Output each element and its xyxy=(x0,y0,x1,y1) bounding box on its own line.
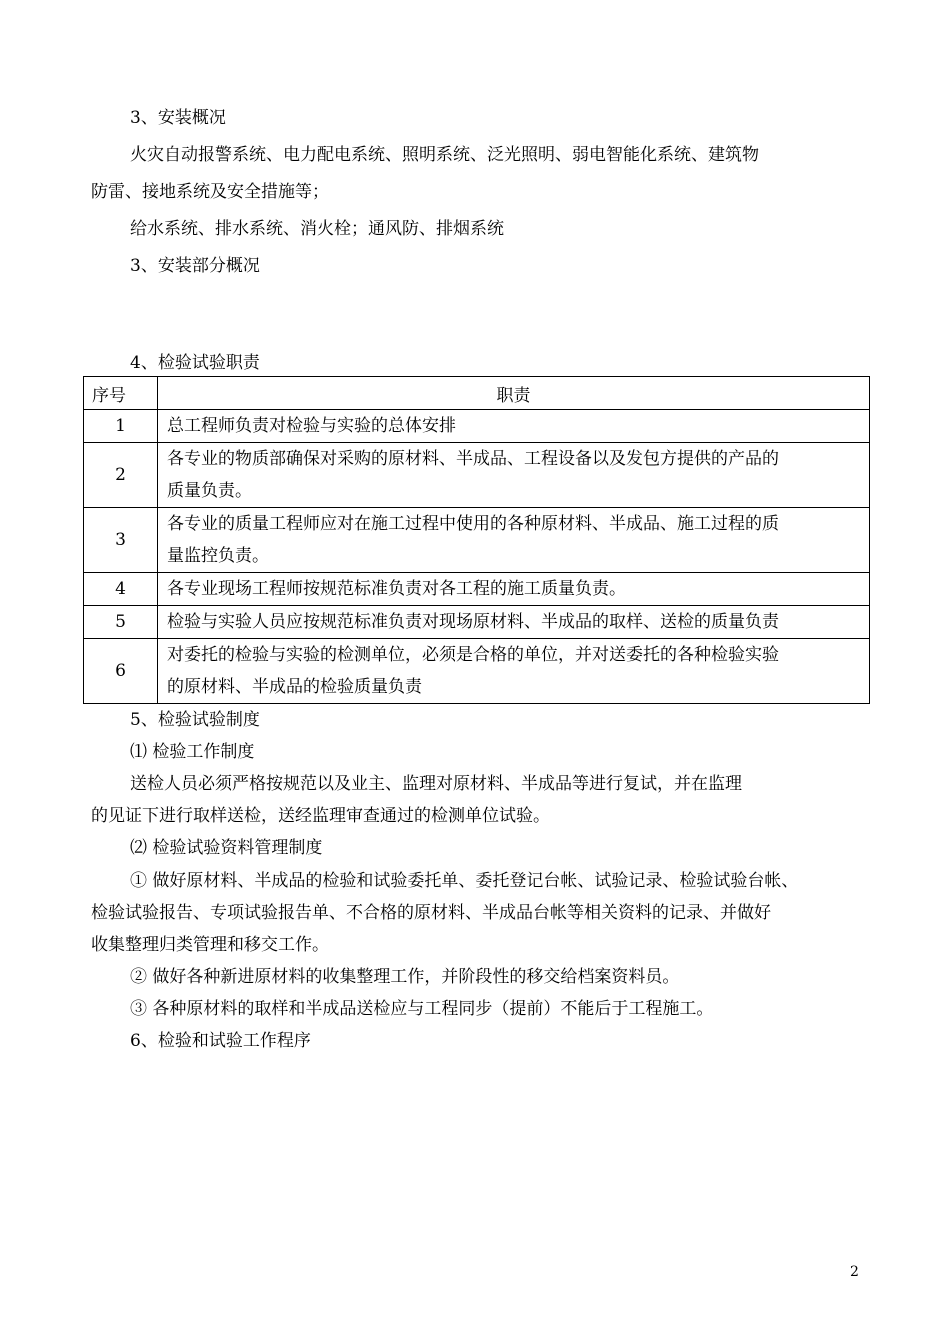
row-duty xyxy=(158,410,870,443)
sub1-para-line1: 送检人员必须严格按规范以及业主、监理对原材料、半成品等进行复试，并在监理 xyxy=(130,774,742,794)
table-row xyxy=(84,573,870,606)
row-duty-line: 各专业的物质部确保对采购的原材料、半成品、工程设备以及发包方提供的产品的 xyxy=(167,449,779,469)
sub1-para-line2: 的见证下进行取样送检，送经监理审查通过的检测单位试验。 xyxy=(91,806,550,826)
row-number: 3 xyxy=(84,508,158,573)
row-duty-line: 各专业现场工程师按规范标准负责对各工程的施工质量负责。 xyxy=(167,579,626,599)
item1-line3: 收集整理归类管理和移交工作。 xyxy=(91,935,329,955)
header-no: 序号 xyxy=(84,377,158,410)
item2: ② 做好各种新进原材料的收集整理工作，并阶段性的移交给档案资料员。 xyxy=(130,967,680,987)
sub1-heading: ⑴ 检验工作制度 xyxy=(130,742,255,762)
section3-para2: 给水系统、排水系统、消火栓；通风防、排烟系统 xyxy=(130,219,504,239)
row-duty-line: 检验与实验人员应按规范标准负责对现场原材料、半成品的取样、送检的质量负责 xyxy=(167,612,779,632)
table-row xyxy=(84,606,870,639)
section6-heading: 6、检验和试验工作程序 xyxy=(130,1031,311,1051)
section3-heading: 3、安装概况 xyxy=(130,108,226,128)
section5-heading: 5、检验试验制度 xyxy=(130,710,260,730)
table-row xyxy=(84,639,870,704)
item1-line2: 检验试验报告、专项试验报告单、不合格的原材料、半成品台帐等相关资料的记录、并做好 xyxy=(91,903,771,923)
row-duty xyxy=(158,606,870,639)
sub2-heading: ⑵ 检验试验资料管理制度 xyxy=(130,838,323,858)
table-row xyxy=(84,410,870,443)
header-duty: 职责 xyxy=(158,377,870,410)
item1-line1: ① 做好原材料、半成品的检验和试验委托单、委托登记台帐、试验记录、检验试验台帐、 xyxy=(130,871,799,891)
row-number: 6 xyxy=(84,639,158,704)
section3-para1-line2: 防雷、接地系统及安全措施等； xyxy=(91,182,329,202)
row-number: 1 xyxy=(84,410,158,443)
duty-table xyxy=(83,376,870,704)
section3-para1-line1: 火灾自动报警系统、电力配电系统、照明系统、泛光照明、弱电智能化系统、建筑物 xyxy=(130,145,759,165)
table-row xyxy=(84,443,870,508)
table-row xyxy=(84,508,870,573)
item3: ③ 各种原材料的取样和半成品送检应与工程同步（提前）不能后于工程施工。 xyxy=(130,999,714,1019)
row-duty xyxy=(158,443,870,508)
row-number: 2 xyxy=(84,443,158,508)
row-duty-line: 量监控负责。 xyxy=(167,546,269,566)
row-duty xyxy=(158,508,870,573)
row-duty xyxy=(158,573,870,606)
row-duty-line: 对委托的检验与实验的检测单位，必须是合格的单位，并对送委托的各种检验实验 xyxy=(167,645,779,665)
table-header-row xyxy=(84,377,870,410)
section4-heading: 4、检验试验职责 xyxy=(130,353,260,373)
section3b-heading: 3、安装部分概况 xyxy=(130,256,260,276)
row-duty-line: 各专业的质量工程师应对在施工过程中使用的各种原材料、半成品、施工过程的质 xyxy=(167,514,779,534)
row-duty xyxy=(158,639,870,704)
row-duty-line: 质量负责。 xyxy=(167,481,252,501)
page-number: 2 xyxy=(850,1264,859,1280)
row-duty-line: 的原材料、半成品的检验质量负责 xyxy=(167,677,422,697)
row-duty-line: 总工程师负责对检验与实验的总体安排 xyxy=(167,416,456,436)
row-number: 4 xyxy=(84,573,158,606)
row-number: 5 xyxy=(84,606,158,639)
